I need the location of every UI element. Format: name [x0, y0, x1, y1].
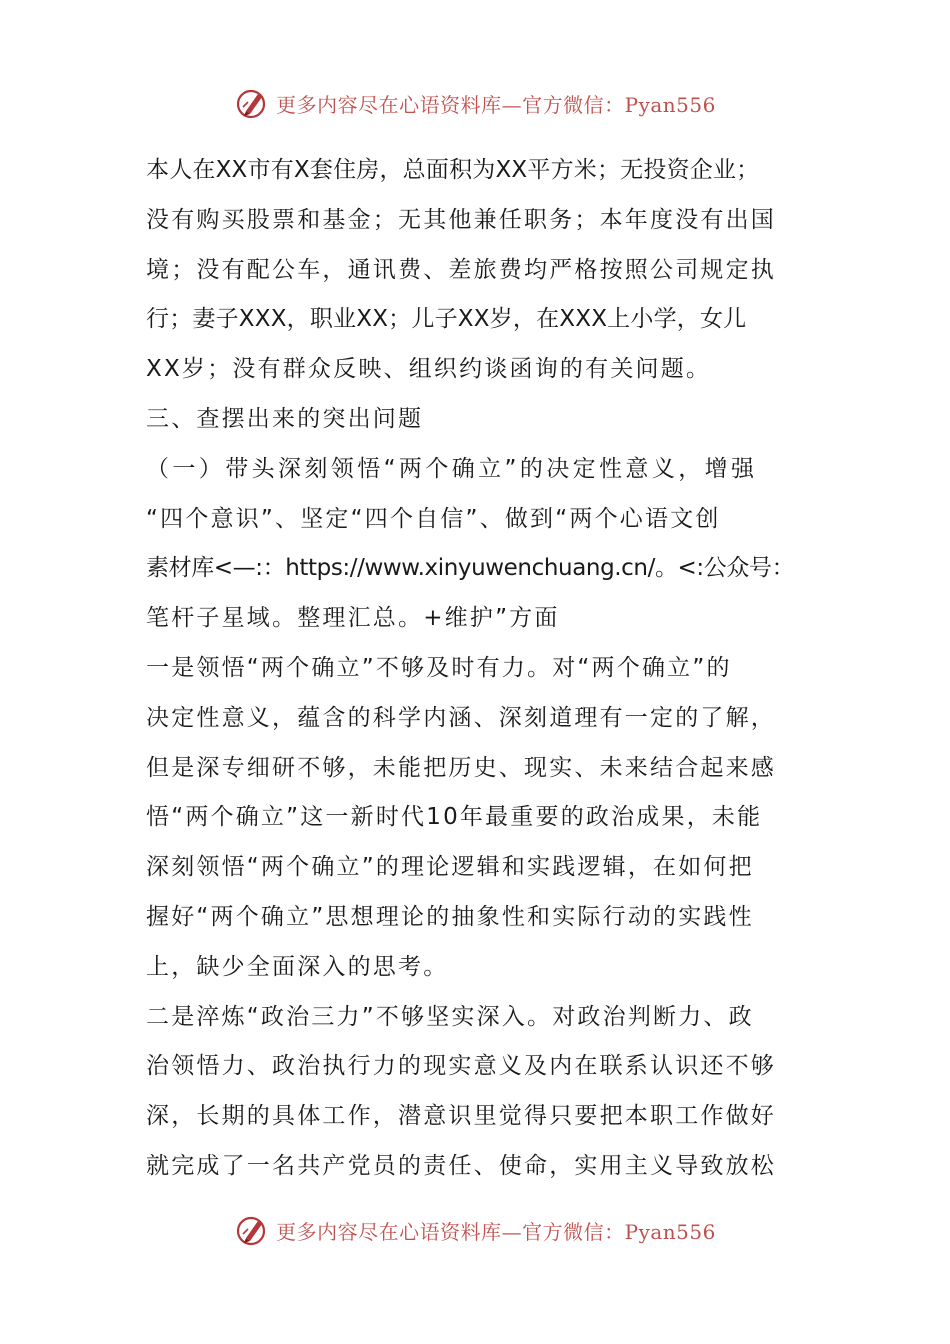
- text-line: 深刻领悟“两个确立”的理论逻辑和实践逻辑，在如何把: [146, 854, 754, 881]
- text-line: （一）带头深刻领悟“两个确立”的决定性意义，增强: [146, 455, 758, 482]
- text-line: 一是领悟“两个确立”不够及时有力。对“两个确立”的: [146, 654, 732, 681]
- text-line: 素材库<—:：https://www.xinyuwenchuang.cn/。<:公众号：: [146, 555, 795, 582]
- text-line: 就完成了一名共产党员的责任、使命，实用主义导致放松: [146, 1152, 776, 1179]
- text-line: 上，缺少全面深入的思考。: [146, 953, 449, 980]
- text-line: “四个意识”、坚定“四个自信”、做到“两个心语文创: [146, 505, 721, 532]
- document-body: [146, 146, 806, 1192]
- text-line: 二是淬炼“政治三力”不够坚实深入。对政治判断力、政: [146, 1003, 754, 1030]
- text-line: 没有购买股票和基金；无其他兼任职务；本年度没有出国: [146, 206, 776, 233]
- banner-text: 更多内容尽在心语资料库—官方微信：Pyan556: [276, 1219, 716, 1244]
- pen-nib-logo-icon: [234, 85, 270, 121]
- banner-text: 更多内容尽在心语资料库—官方微信：Pyan556: [276, 92, 716, 117]
- text-line: 握好“两个确立”思想理论的抽象性和实际行动的实践性: [146, 903, 754, 930]
- text-line: 深，长期的具体工作，潜意识里觉得只要把本职工作做好: [146, 1103, 776, 1130]
- text-line: 但是深专细研不够，未能把历史、现实、未来结合起来感: [146, 754, 776, 781]
- section-heading: 三、查摆出来的突出问题: [146, 405, 424, 432]
- text-line: 本人在XX市有X套住房，总面积为XX平方米；无投资企业；: [146, 157, 760, 183]
- text-line: 笔杆子星域。整理汇总。+维护”方面: [146, 605, 560, 632]
- text-line: 治领悟力、政治执行力的现实意义及内在联系认识还不够: [146, 1053, 776, 1080]
- text-line: 境；没有配公车，通讯费、差旅费均严格按照公司规定执: [146, 256, 776, 283]
- text-line: 悟“两个确立”这一新时代10年最重要的政治成果，未能: [146, 804, 763, 831]
- text-line: 行；妻子XXX，职业XX；儿子XX岁，在XXX上小学，女儿: [146, 306, 747, 333]
- pen-nib-logo-icon: [234, 1212, 270, 1248]
- header-banner: [0, 83, 950, 123]
- footer-banner: [0, 1210, 950, 1250]
- text-line: XX岁；没有群众反映、组织约谈函询的有关问题。: [146, 356, 712, 383]
- text-line: 决定性意义，蕴含的科学内涵、深刻道理有一定的了解，: [146, 704, 776, 731]
